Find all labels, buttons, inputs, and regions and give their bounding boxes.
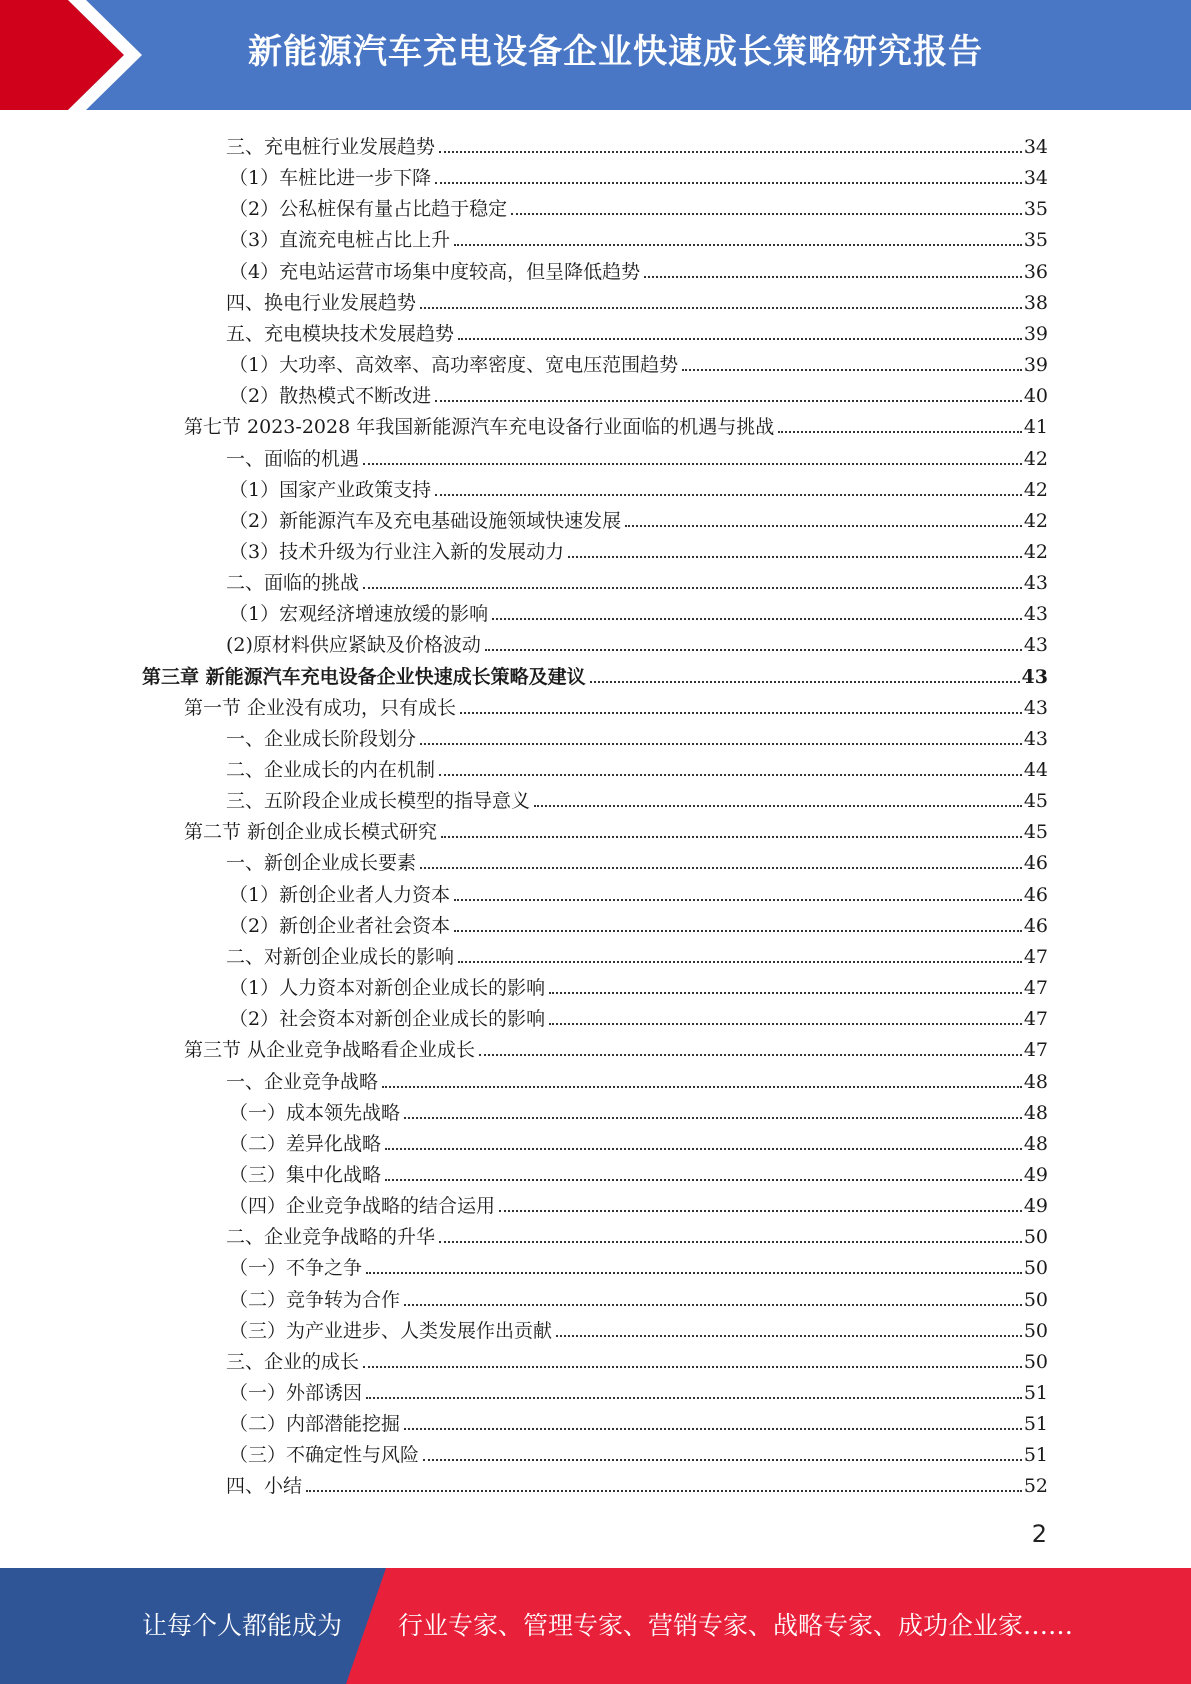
toc-entry-page: 36: [1023, 260, 1048, 283]
toc-entry[interactable]: [229, 969, 1048, 1000]
toc-entry-title: （三）不确定性与风险: [229, 1444, 420, 1467]
toc-entry-title: （2）公私桩保有量占比趋于稳定: [229, 198, 508, 221]
toc-entry[interactable]: [229, 1436, 1048, 1467]
page-header: [0, 0, 1191, 110]
toc-entry-page: 35: [1023, 198, 1048, 221]
toc-entry-title: （三）为产业进步、人类发展作出贡献: [229, 1319, 553, 1342]
toc-entry[interactable]: [229, 533, 1048, 564]
toc-entry-title: 一、企业竞争战略: [226, 1070, 379, 1093]
toc-entry-title: （一）成本领先战略: [229, 1101, 401, 1124]
toc-entry[interactable]: [229, 595, 1048, 626]
toc-entry-page: 47: [1023, 1039, 1048, 1062]
toc-entry-title: 二、对新创企业成长的影响: [226, 945, 455, 968]
toc-entry-title: 二、面临的挑战: [226, 572, 360, 595]
toc-leader-dots: [454, 899, 1022, 901]
footer-slogan: 让每个人都能成为: [142, 1611, 343, 1640]
toc-entry-page: 42: [1023, 447, 1048, 470]
toc-entry-title: （3）直流充电桩占比上升: [229, 229, 451, 252]
toc-entry-title: （1）大功率、高效率、高功率密度、宽电压范围趋势: [229, 354, 679, 377]
toc-leader-dots: [511, 213, 1022, 215]
toc-leader-dots: [306, 1490, 1022, 1492]
toc-entry-page: 49: [1023, 1163, 1048, 1186]
toc-entry-title: （1）车桩比进一步下降: [229, 167, 432, 190]
toc-entry-title: 三、充电桩行业发展趋势: [226, 136, 436, 158]
toc-entry[interactable]: [229, 377, 1048, 408]
toc-entry-title: 四、换电行业发展趋势: [226, 291, 417, 314]
toc-entry-title: （2）新创企业者社会资本: [229, 914, 451, 937]
toc-entry-title: 五、充电模块技术发展趋势: [226, 322, 455, 345]
toc-entry[interactable]: [229, 876, 1048, 907]
toc-leader-dots: [590, 681, 1020, 683]
toc-entry[interactable]: [229, 253, 1048, 284]
toc-entry-title: （1）人力资本对新创企业成长的影响: [229, 977, 546, 1000]
toc-leader-dots: [644, 276, 1022, 278]
footer-roles: 行业专家、管理专家、营销专家、战略专家、成功企业家……: [398, 1611, 1074, 1640]
toc-entry-page: 43: [1023, 603, 1048, 626]
toc-entry[interactable]: [226, 128, 1048, 159]
toc-entry-title: (2)原材料供应紧缺及价格波动: [226, 634, 481, 657]
toc-entry-page: 39: [1023, 322, 1048, 345]
header-chevron-icon: [0, 0, 170, 110]
toc-entry[interactable]: [226, 564, 1048, 595]
toc-entry[interactable]: [226, 284, 1048, 315]
toc-entry[interactable]: [229, 1094, 1048, 1125]
toc-entry-page: 35: [1023, 229, 1048, 252]
toc-entry[interactable]: [229, 502, 1048, 533]
toc-leader-dots: [363, 463, 1022, 465]
toc-leader-dots: [404, 1304, 1022, 1306]
toc-entry[interactable]: [229, 1156, 1048, 1187]
toc-entry-title: （1）国家产业政策支持: [229, 478, 432, 501]
toc-entry[interactable]: [229, 190, 1048, 221]
toc-entry-title: 一、企业成长阶段划分: [226, 727, 417, 750]
toc-entry[interactable]: [226, 1218, 1048, 1249]
toc-leader-dots: [492, 618, 1022, 620]
toc-leader-dots: [458, 961, 1022, 963]
toc-entry-title: （二）内部潜能挖掘: [229, 1413, 401, 1436]
toc-entry[interactable]: [229, 1125, 1048, 1156]
toc-leader-dots: [479, 1054, 1022, 1056]
toc-entry[interactable]: [226, 782, 1048, 813]
toc-entry-title: 三、五阶段企业成长模型的指导意义: [226, 790, 531, 813]
toc-entry-page: 52: [1023, 1475, 1048, 1498]
toc-entry[interactable]: [229, 1281, 1048, 1312]
toc-entry[interactable]: [229, 221, 1048, 252]
toc-entry-title: 第七节 2023-2028 年我国新能源汽车充电设备行业面临的机遇与挑战: [184, 416, 775, 439]
toc-entry[interactable]: [184, 813, 1048, 844]
toc-entry-title: （一）外部诱因: [229, 1382, 363, 1404]
toc-leader-dots: [485, 649, 1022, 651]
toc-entry-page: 43: [1023, 696, 1048, 719]
toc-entry-page: 48: [1023, 1132, 1048, 1155]
toc-entry-title: （三）集中化战略: [229, 1163, 382, 1186]
toc-entry-page: 41: [1023, 416, 1048, 439]
toc-leader-dots: [420, 307, 1022, 309]
toc-entry-page: 48: [1023, 1070, 1048, 1093]
toc-leader-dots: [404, 1428, 1022, 1430]
toc-leader-dots: [363, 1366, 1022, 1368]
toc-leader-dots: [534, 805, 1022, 807]
toc-entry-page: 46: [1023, 852, 1048, 875]
toc-entry-page: 45: [1023, 790, 1048, 813]
toc-entry[interactable]: [229, 159, 1048, 190]
toc-entry-page: 34: [1023, 167, 1048, 190]
toc-entry[interactable]: [226, 1343, 1048, 1374]
toc-entry-title: 一、面临的机遇: [226, 447, 360, 470]
toc-entry-page: 42: [1023, 509, 1048, 532]
toc-entry-title: 第三节 从企业竞争战略看企业成长: [184, 1039, 476, 1062]
toc-entry-page: 48: [1023, 1101, 1048, 1124]
toc-entry-page: 47: [1023, 945, 1048, 968]
toc-entry-page: 46: [1023, 914, 1048, 937]
toc-leader-dots: [549, 1023, 1022, 1025]
toc-entry[interactable]: [184, 408, 1048, 439]
toc-entry-title: （2）散热模式不断改进: [229, 385, 432, 408]
toc-entry-title: （1）新创企业者人力资本: [229, 883, 451, 906]
toc-entry-page: 42: [1023, 478, 1048, 501]
toc-entry-page: 46: [1023, 883, 1048, 906]
toc-entry[interactable]: [226, 1063, 1048, 1094]
toc-leader-dots: [460, 712, 1022, 714]
toc-entry-page: 50: [1023, 1288, 1048, 1311]
toc-leader-dots: [385, 1148, 1022, 1150]
toc-entry-page: 43: [1023, 727, 1048, 750]
toc-entry-title: （一）不争之争: [229, 1257, 363, 1280]
toc-entry-page: 47: [1023, 977, 1048, 1000]
report-title: 新能源汽车充电设备企业快速成长策略研究报告: [248, 32, 983, 72]
toc-entry-page: 47: [1023, 1008, 1048, 1031]
toc-entry-page: 45: [1023, 821, 1048, 844]
toc-entry-page: 51: [1023, 1413, 1048, 1436]
toc-entry-title: （1）宏观经济增速放缓的影响: [229, 603, 489, 626]
page-number: 2: [1031, 1520, 1047, 1548]
toc-entry[interactable]: [229, 471, 1048, 502]
toc-leader-dots: [366, 1397, 1022, 1399]
toc-entry-title: （四）企业竞争战略的结合运用: [229, 1195, 496, 1218]
toc-entry-title: 二、企业成长的内在机制: [226, 759, 436, 781]
toc-entry[interactable]: [229, 1187, 1048, 1218]
toc-entry[interactable]: [229, 346, 1048, 377]
toc-leader-dots: [363, 587, 1022, 589]
toc-entry[interactable]: [229, 1249, 1048, 1280]
toc-entry[interactable]: [184, 689, 1048, 720]
toc-leader-dots: [549, 992, 1022, 994]
toc-entry-title: 第三章 新能源汽车充电设备企业快速成长策略及建议: [142, 665, 586, 688]
toc-entry-page: 43: [1023, 634, 1048, 657]
toc-entry[interactable]: [226, 626, 1048, 657]
toc-entry-page: 49: [1023, 1195, 1048, 1218]
toc-leader-dots: [435, 182, 1022, 184]
toc-entry-title: （2）新能源汽车及充电基础设施领域快速发展: [229, 509, 622, 532]
toc-leader-dots: [625, 525, 1022, 527]
toc-leader-dots: [385, 1179, 1022, 1181]
toc-entry-title: （4）充电站运营市场集中度较高，但呈降低趋势: [229, 260, 641, 283]
toc-entry-page: 40: [1023, 385, 1048, 408]
toc-entry-title: 第一节 企业没有成功，只有成长: [184, 696, 457, 719]
toc-entry[interactable]: [226, 844, 1048, 875]
toc-leader-dots: [404, 1117, 1022, 1119]
toc-leader-dots: [420, 743, 1022, 745]
toc-entry-page: 51: [1023, 1382, 1048, 1404]
toc-leader-dots: [441, 836, 1022, 838]
toc-entry-title: （二）竞争转为合作: [229, 1288, 401, 1311]
toc-entry-title: 四、小结: [226, 1475, 303, 1498]
toc-entry-page: 51: [1023, 1444, 1048, 1467]
toc-entry-title: （二）差异化战略: [229, 1132, 382, 1155]
toc-entry[interactable]: [229, 1374, 1048, 1405]
toc-entry-page: 43: [1023, 572, 1048, 595]
toc-entry-page: 38: [1023, 291, 1048, 314]
toc-leader-dots: [454, 244, 1022, 246]
toc-entry-title: 二、企业竞争战略的升华: [226, 1226, 436, 1249]
toc-entry[interactable]: [226, 938, 1048, 969]
toc-entry[interactable]: [229, 1312, 1048, 1343]
toc-entry-title: 第二节 新创企业成长模式研究: [184, 821, 438, 844]
toc-entry-title: 三、企业的成长: [226, 1350, 360, 1373]
toc-leader-dots: [382, 1086, 1022, 1088]
toc-entry[interactable]: [226, 751, 1048, 782]
toc-entry-page: 50: [1023, 1257, 1048, 1280]
toc-leader-dots: [435, 494, 1022, 496]
toc-leader-dots: [556, 1335, 1022, 1337]
toc-entry[interactable]: [226, 1467, 1048, 1498]
toc-entry-page: 42: [1023, 540, 1048, 563]
toc-entry-title: （3）技术升级为行业注入新的发展动力: [229, 540, 565, 563]
toc-entry-page: 44: [1023, 759, 1048, 781]
toc-entry-page: 34: [1023, 136, 1048, 158]
toc-leader-dots: [435, 400, 1022, 402]
toc-leader-dots: [439, 1241, 1022, 1243]
page-footer: [0, 1568, 1191, 1684]
toc-entry[interactable]: [184, 1031, 1048, 1062]
toc-leader-dots: [454, 930, 1022, 932]
toc-entry-title: （2）社会资本对新创企业成长的影响: [229, 1008, 546, 1031]
toc-entry-title: 一、新创企业成长要素: [226, 852, 417, 875]
toc-entry[interactable]: [229, 907, 1048, 938]
toc-entry-page: 39: [1023, 354, 1048, 377]
toc-leader-dots: [682, 369, 1022, 371]
toc-leader-dots: [439, 774, 1022, 776]
toc-leader-dots: [420, 867, 1022, 869]
toc-entry-page: 50: [1023, 1226, 1048, 1249]
toc-leader-dots: [366, 1272, 1022, 1274]
toc-entry-page: 43: [1021, 665, 1048, 688]
toc-entry[interactable]: [226, 720, 1048, 751]
toc-leader-dots: [423, 1459, 1022, 1461]
toc-entry-page: 50: [1023, 1350, 1048, 1373]
toc-leader-dots: [778, 431, 1022, 433]
toc-leader-dots: [499, 1210, 1022, 1212]
toc-entry[interactable]: [229, 1405, 1048, 1436]
toc-entry-page: 50: [1023, 1319, 1048, 1342]
toc-entry[interactable]: [229, 1000, 1048, 1031]
toc-entry[interactable]: [226, 315, 1048, 346]
toc-leader-dots: [458, 338, 1022, 340]
toc-leader-dots: [568, 556, 1022, 558]
toc-entry[interactable]: [142, 658, 1048, 689]
toc-entry[interactable]: [226, 440, 1048, 471]
toc-leader-dots: [439, 151, 1022, 153]
